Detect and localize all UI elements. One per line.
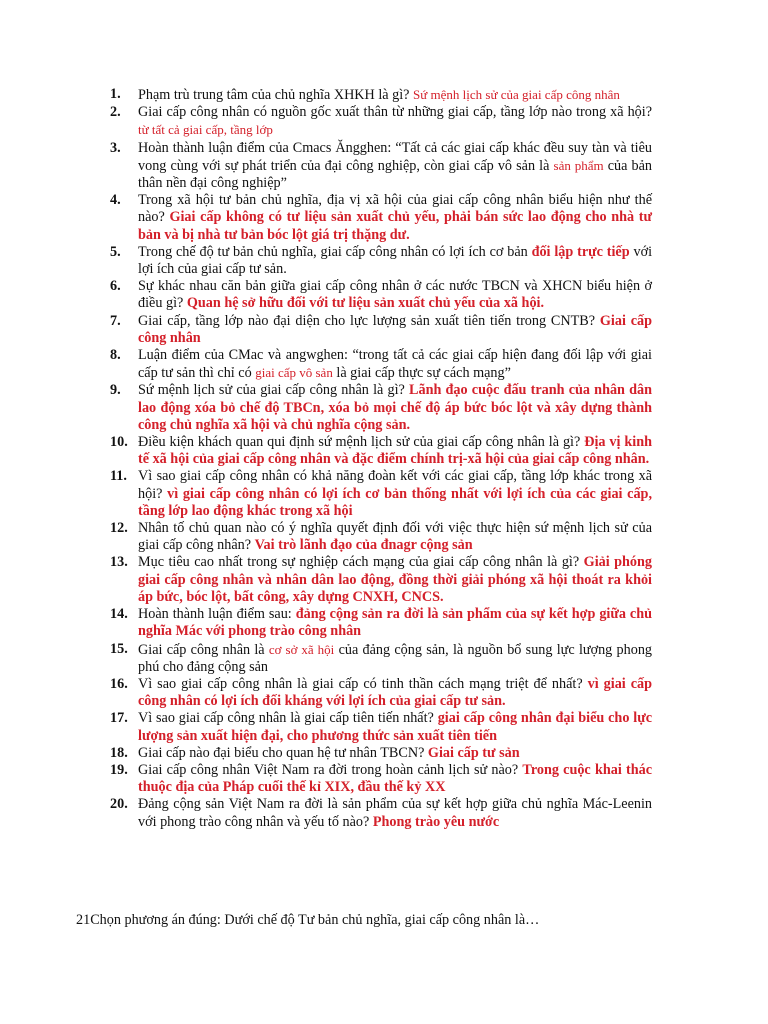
question-text: Mục tiêu cao nhất trong sự nghiệp cách mạng của giai cấp công nhân là gì? [138, 554, 580, 571]
question-item [110, 278, 652, 312]
question-item [110, 710, 652, 744]
question-number: 14. [110, 606, 128, 623]
question-text: Giai cấp, tầng lớp nào đại diện cho lực lượng sản xuất tiên tiến trong CNTB? [138, 312, 596, 329]
question-text: Phạm trù trung tâm của chủ nghĩa XHKH là gì? [138, 87, 410, 103]
question-number: 9. [110, 382, 121, 399]
question-number: 7. [110, 312, 121, 329]
question-number: 10. [110, 434, 128, 451]
question-list [110, 86, 652, 831]
question-item [110, 244, 652, 278]
question-number: 3. [110, 139, 121, 156]
question-item [110, 104, 652, 139]
answer-text: Giai cấp công nhân [138, 312, 653, 346]
question-number: 16. [110, 675, 128, 692]
answer-text: giai cấp vô sản [255, 365, 333, 381]
answer-text: đảng cộng sản ra đời là sản phẩm của sự kết hợp giữa chủ nghĩa Mác với phong trào công nhân [138, 606, 653, 640]
question-text: Nhân tố chủ quan nào có ý nghĩa quyết định đối với việc thực hiện sứ mệnh lịch sử của giai cấp công nhân? [138, 520, 652, 554]
question-item [110, 382, 652, 434]
question-text-continued: là giai cấp thực sự cách mạng” [336, 365, 511, 382]
question-text: Luận điểm của CMac và angwghen: “trong tất cả các giai cấp hiện đang đối lập với giai cấp tư sản thì chỉ có [138, 347, 652, 382]
question-item [110, 676, 652, 710]
answer-text: sản phẩm [553, 157, 604, 173]
answer-text: từ tất cả giai cấp, tầng lớp [138, 122, 273, 138]
question-item [110, 554, 652, 606]
answer-text: giai cấp công nhân đại biểu cho lực lượng sản xuất hiện đại, cho phương thức sản xuất tiên tiến [138, 710, 653, 744]
question-text: Sự khác nhau căn bản giữa giai cấp công nhân ở các nước TBCN và XHCN biểu hiện ở điều gì? [138, 278, 652, 312]
question-item [110, 313, 652, 347]
question-number: 6. [110, 278, 121, 295]
question-number: 1. [110, 86, 121, 102]
answer-text: Quan hệ sở hữu đối với tư liệu sản xuất chủ yếu của xã hội. [186, 295, 545, 312]
question-number: 4. [110, 192, 121, 209]
answer-text: Giai cấp tư sản [427, 744, 520, 761]
answer-text: Giải phóng giai cấp công nhân và nhân dân lao động, đồng thời giải phóng xã hội thoát ra khỏi áp bức, bóc lột, bất công, xây dựng CNXH, CNCS. [138, 554, 653, 605]
question-item [110, 606, 652, 640]
question-number: 8. [110, 347, 121, 364]
bottom-question [76, 911, 696, 929]
question-text: Hoàn thành luận điểm sau: [138, 606, 292, 623]
question-item [110, 641, 652, 676]
question-text-continued: của bản thân nền đại công nghiệp” [138, 157, 652, 192]
question-number: 17. [110, 710, 128, 727]
question-number: 11. [110, 468, 127, 485]
question-item [110, 434, 652, 468]
answer-text: vì giai cấp công nhân có lợi ích cơ bản thống nhất với lợi ích của các giai cấp, tầng lớp lao động khác trong xã hội [138, 485, 652, 519]
question-number: 18. [110, 744, 128, 761]
answer-text: Sứ mệnh lịch sử của giai cấp công nhân [413, 87, 620, 102]
answer-text: Vai trò lãnh đạo của đnagr cộng sản [254, 537, 473, 554]
answer-text: cơ sở xã hội [268, 641, 335, 657]
question-number: 13. [110, 554, 128, 571]
question-text: Trong xã hội tư bản chủ nghĩa, địa vị xã hội của giai cấp công nhân biểu hiện như thế nào? [138, 192, 652, 226]
answer-text: vì giai cấp công nhân có lợi ích đối kháng với lợi ích của giai cấp tư sản. [138, 675, 653, 710]
question-number: 5. [110, 243, 121, 260]
question-text: Vì sao giai cấp công nhân có khả năng đoàn kết với các giai cấp, tầng lớp khác trong xã hội? [138, 468, 652, 502]
question-item [110, 347, 652, 382]
answer-text: Trong cuộc khai thác thuộc địa của Pháp cuối thế kỉ XIX, đầu thế kỷ XX [138, 761, 652, 796]
question-item [110, 745, 652, 762]
question-number: 12. [110, 520, 128, 537]
question-text: Điều kiện khách quan qui định sứ mệnh lịch sử của giai cấp công nhân là gì? [138, 434, 581, 451]
bottom-question-number: 21 [76, 912, 91, 928]
answer-text: Giai cấp không có tư liệu sản xuất chủ yếu, phải bán sức lao động cho nhà tư bản và bị nhà tư bản bóc lột giá trị thặng dư. [138, 209, 652, 243]
question-text: Giai cấp công nhân là [138, 641, 265, 658]
question-item [110, 86, 652, 104]
answer-text: đối lập trực tiếp [531, 243, 630, 260]
question-text: Giai cấp nào đại biểu cho quan hệ tư nhân TBCN? [138, 744, 425, 761]
question-text: Đảng cộng sản Việt Nam ra đời là sản phẩm của sự kết hợp giữa chủ nghĩa Mác-Leenin với phong trào công nhân và yếu tố nào? [138, 796, 652, 830]
question-text: Trong chế độ tư bản chủ nghĩa, giai cấp công nhân có lợi ích cơ bản [138, 243, 528, 260]
question-text: Giai cấp công nhân Việt Nam ra đời trong hoàn cảnh lịch sử nào? [138, 761, 519, 778]
question-item [110, 140, 652, 193]
question-item [110, 762, 652, 796]
question-item [110, 468, 652, 520]
question-item [110, 192, 652, 244]
question-text: Vì sao giai cấp công nhân là giai cấp có tinh thần cách mạng triệt để nhất? [138, 675, 583, 692]
question-text-continued: với lợi ích của giai cấp tư sản. [138, 243, 653, 278]
question-text: Giai cấp công nhân có nguồn gốc xuất thân từ những giai cấp, tầng lớp nào trong xã hội? [138, 104, 652, 121]
question-text: Sứ mệnh lịch sử của giai cấp công nhân là gì? [138, 382, 405, 399]
question-number: 2. [110, 104, 121, 121]
answer-text: Địa vị kinh tế xã hội của giai cấp công nhân và đặc điểm chính trị-xã hội của giai cấp công nhân. [138, 434, 653, 468]
answer-text: Lãnh đạo cuộc đấu tranh của nhân dân lao động xóa bỏ chế độ TBCn, xóa bỏ mọi chế độ áp bức bóc lột và xây dựng thành công chủ nghĩa xã hội và chủ nghĩa cộng sản. [138, 382, 653, 433]
question-number: 15. [110, 640, 128, 657]
question-item [110, 520, 652, 554]
bottom-question-text: Chọn phương án đúng: Dưới chế độ Tư bản chủ nghĩa, giai cấp công nhân là… [90, 912, 540, 928]
question-item [110, 796, 652, 830]
answer-text: Phong trào yêu nước [372, 813, 500, 830]
question-text-continued: của đảng cộng sản, là nguồn bổ sung lực lượng phong phú cho đảng cộng sản [138, 641, 653, 675]
question-number: 20. [110, 796, 128, 813]
question-text: Vì sao giai cấp công nhân là giai cấp tiên tiến nhất? [138, 710, 434, 727]
question-text: Hoàn thành luận điểm của Cmacs Ăngghen: “Tất cả các giai cấp khác đều suy tàn và tiêu vong cùng với sự phát triển của đại công nghiệp, còn giai cấp vô sản là [138, 139, 652, 174]
question-number: 19. [110, 761, 128, 778]
